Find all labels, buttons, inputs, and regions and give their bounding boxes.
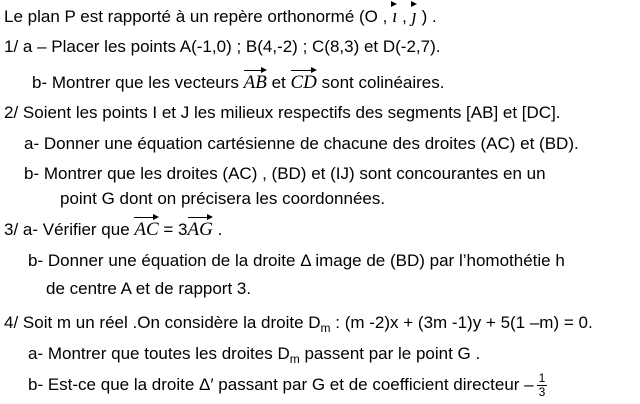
- fraction-one-third: [537, 372, 548, 399]
- q4-subscript-m: m: [320, 321, 331, 335]
- q4-a-end: passent par le point G .: [299, 344, 481, 363]
- vector-ab: AB: [244, 68, 267, 94]
- q2-b-line1: b- Montrer que les droites (AC) , (BD) et (IJ) sont concourantes en un: [24, 164, 546, 183]
- vector-j: ȷ: [412, 2, 417, 28]
- q2-stem: 2/ Soient les points I et J les milieux respectifs des segments [AB] et [DC].: [4, 103, 561, 122]
- q4-a: [28, 343, 480, 365]
- q4-equation: : (m -2)x + (3m -1)y + 5(1 –m) = 0.: [330, 313, 593, 332]
- intro-text: Le plan P est rapporté à un repère orthonormé (O ,: [4, 7, 388, 26]
- vector-ac: AC: [134, 215, 158, 241]
- q3-a-text: 3/ a- Vérifier que: [4, 220, 135, 239]
- fraction-denominator: 3: [538, 385, 546, 399]
- q3-b-line1: b- Donner une équation de la droite Δ image de (BD) par l’homothétie h: [28, 251, 565, 270]
- q4-b: [28, 372, 547, 399]
- q1-b: [32, 68, 444, 94]
- intro-close: ) .: [421, 7, 437, 26]
- q3-a-equals: = 3: [158, 220, 188, 239]
- q4-a-text: a- Montrer que toutes les droites D: [28, 344, 290, 363]
- intro-separator: ,: [397, 7, 412, 26]
- q3-a: [4, 215, 222, 241]
- q4-b-text: b- Est-ce que la droite Δ′ passant par G et de coefficient directeur –: [28, 374, 534, 394]
- q2-b-line2: point G dont on précisera les coordonnées.: [60, 189, 386, 208]
- intro-line: [4, 2, 437, 28]
- fraction-numerator: 1: [538, 371, 546, 385]
- q1-b-text: b- Montrer que les vecteurs: [32, 73, 244, 92]
- q4-stem: [4, 312, 593, 334]
- q3-a-end: .: [212, 220, 223, 239]
- q1-b-and: et: [266, 73, 291, 92]
- q3-b-line2: de centre A et de rapport 3.: [46, 279, 252, 298]
- vector-cd: CD: [291, 68, 317, 94]
- q2-a: a- Donner une équation cartésienne de chacune des droites (AC) et (BD).: [24, 134, 579, 153]
- q1-b-end: sont colinéaires.: [316, 73, 445, 92]
- q4-a-subscript-m: m: [289, 352, 300, 366]
- vector-ag: AG: [188, 215, 213, 241]
- vector-i: ı: [392, 2, 397, 28]
- q4-stem-text: 4/ Soit m un réel .On considère la droite D: [4, 313, 321, 332]
- q1-a: 1/ a – Placer les points A(-1,0) ; B(4,-2) ; C(8,3) et D(-2,7).: [4, 37, 441, 56]
